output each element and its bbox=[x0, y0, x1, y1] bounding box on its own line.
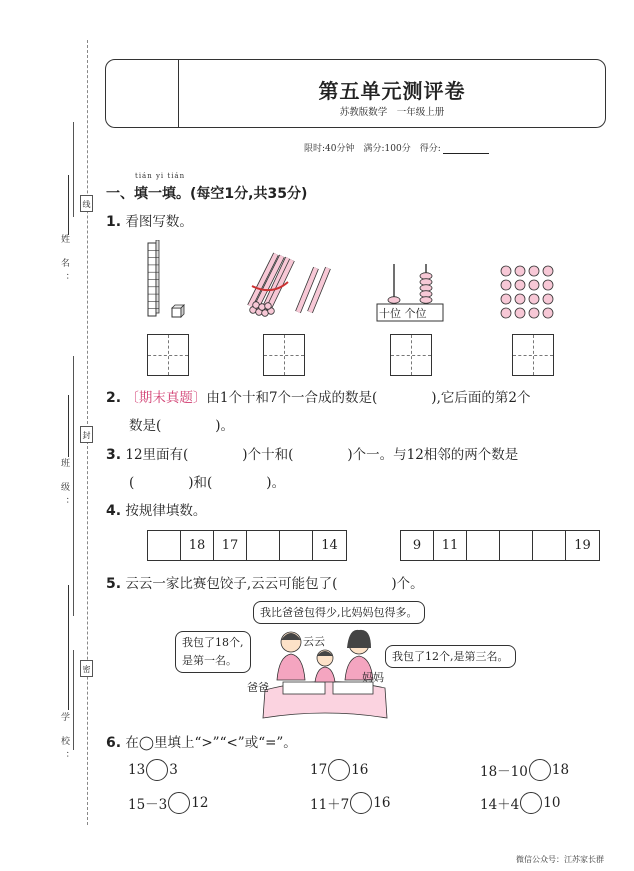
compare-left: 14＋4 bbox=[480, 797, 520, 813]
sequence-cell[interactable] bbox=[247, 531, 280, 560]
sequence-cell[interactable] bbox=[148, 531, 181, 560]
compare-item bbox=[310, 759, 368, 781]
question-4 bbox=[106, 499, 206, 519]
footer-wechat: 微信公众号：江苏家长群 bbox=[516, 855, 604, 864]
page-title: 第五单元测评卷 bbox=[318, 79, 466, 103]
unit-cube-icon bbox=[172, 305, 184, 317]
compare-right: 18 bbox=[551, 762, 570, 778]
question-text: 12里面有( )个十和( )个一。与12相邻的两个数是 bbox=[125, 447, 519, 463]
compare-left: 11＋7 bbox=[310, 797, 350, 813]
sequence-cell: 14 bbox=[321, 538, 338, 553]
sequence-cell: 17 bbox=[214, 531, 247, 560]
compare-circle[interactable] bbox=[529, 759, 551, 781]
dot-array-picture bbox=[498, 264, 564, 322]
question-text: 在◯里填上“>”“<”或“=”。 bbox=[125, 735, 297, 751]
question-3 bbox=[106, 443, 518, 463]
stick-bundle-picture bbox=[244, 252, 334, 322]
bind-mark: 封 bbox=[80, 426, 93, 443]
sequence-cell[interactable] bbox=[467, 531, 500, 560]
dad-figure-icon bbox=[277, 632, 305, 680]
limits-text: 限时:40分钟 满分:100分 得分: bbox=[304, 144, 441, 154]
compare-right: 10 bbox=[543, 795, 561, 811]
compare-item bbox=[310, 792, 390, 814]
question-text: 看图写数。 bbox=[125, 214, 193, 230]
question-5 bbox=[106, 572, 424, 592]
ten-rod-icon bbox=[148, 240, 159, 316]
answer-box[interactable] bbox=[512, 334, 554, 376]
table-icon bbox=[263, 681, 387, 718]
section-title: 一、填一填。(每空1分,共35分) bbox=[106, 186, 308, 202]
sequence-cell: 19 bbox=[574, 538, 591, 553]
bind-mark: 线 bbox=[80, 195, 93, 212]
compare-item bbox=[128, 759, 178, 781]
binding-line bbox=[73, 122, 74, 217]
compare-left: 17 bbox=[310, 762, 328, 778]
ten-rod-picture bbox=[140, 240, 190, 320]
compare-circle[interactable] bbox=[350, 792, 372, 814]
binding-line bbox=[73, 356, 74, 616]
compare-circle[interactable] bbox=[146, 759, 168, 781]
label-mom: 妈妈 bbox=[362, 671, 384, 684]
score-field[interactable] bbox=[443, 153, 489, 154]
exam-tag: 〔期末真题〕 bbox=[125, 390, 207, 406]
compare-circle[interactable] bbox=[168, 792, 190, 814]
bind-mark: 密 bbox=[80, 660, 93, 677]
compare-left: 18－10 bbox=[480, 764, 528, 780]
sequence-cell[interactable] bbox=[280, 531, 313, 560]
page-subtitle: 苏教版数学 一年级上册 bbox=[339, 107, 445, 118]
number-sequence-1 bbox=[147, 530, 347, 561]
sequence-cell[interactable] bbox=[533, 531, 566, 560]
question-number: 3. bbox=[106, 447, 122, 463]
speech-bubble-mom: 我包了12个,是第三名。 bbox=[385, 645, 516, 668]
compare-right: 16 bbox=[373, 795, 391, 811]
single-stick-icon bbox=[298, 268, 328, 312]
circle-dots-icon bbox=[501, 266, 553, 318]
speech-bubble-dad bbox=[175, 631, 251, 673]
label-dad: 爸爸 bbox=[247, 681, 269, 694]
sequence-cell: 9 bbox=[401, 531, 434, 560]
compare-circle[interactable] bbox=[520, 792, 542, 814]
abacus-labels: 十位 个位 bbox=[379, 307, 427, 320]
class-label: 班 级： bbox=[59, 458, 69, 512]
answer-box[interactable] bbox=[390, 334, 432, 376]
compare-right: 16 bbox=[351, 762, 369, 778]
sequence-cell[interactable] bbox=[500, 531, 533, 560]
name-underline[interactable] bbox=[68, 175, 69, 235]
speech-line: 是第一名。 bbox=[182, 654, 237, 667]
question-2 bbox=[106, 386, 530, 406]
compare-item bbox=[480, 792, 560, 814]
section-pinyin: tián yi tián bbox=[135, 172, 186, 180]
sequence-cell: 18 bbox=[181, 531, 214, 560]
compare-item bbox=[480, 759, 569, 781]
school-underline[interactable] bbox=[68, 585, 69, 710]
question-1 bbox=[106, 210, 193, 230]
question-3-continued: ( )和( )。 bbox=[129, 475, 286, 491]
limits-line bbox=[304, 141, 489, 154]
question-number: 5. bbox=[106, 576, 122, 592]
number-sequence-2 bbox=[400, 530, 600, 561]
compare-circle[interactable] bbox=[328, 759, 350, 781]
answer-box[interactable] bbox=[147, 334, 189, 376]
speech-line: 我包了18个, bbox=[182, 636, 244, 649]
question-text: 按规律填数。 bbox=[125, 503, 207, 519]
label-yunyun: 云云 bbox=[303, 635, 325, 648]
stick-bundle-icon bbox=[250, 254, 292, 316]
speech-bubble-yunyun: 我比爸爸包得少,比妈妈包得多。 bbox=[253, 601, 425, 624]
question-number: 2. bbox=[106, 390, 122, 406]
question-number: 4. bbox=[106, 503, 122, 519]
question-text: 云云一家比赛包饺子,云云可能包了( )个。 bbox=[125, 576, 424, 592]
answer-box[interactable] bbox=[263, 334, 305, 376]
compare-right: 3 bbox=[169, 762, 178, 778]
compare-item bbox=[128, 792, 208, 814]
question-2-continued: 数是( )。 bbox=[129, 418, 235, 434]
class-underline[interactable] bbox=[68, 395, 69, 457]
question-text: 由1个十和7个一合成的数是( ),它后面的第2个 bbox=[206, 390, 531, 406]
question-number: 6. bbox=[106, 735, 122, 751]
compare-right: 12 bbox=[191, 795, 209, 811]
compare-left: 13 bbox=[128, 762, 146, 778]
school-label: 学 校： bbox=[59, 712, 69, 766]
name-label: 姓 名： bbox=[59, 234, 69, 288]
sequence-cell: 11 bbox=[434, 531, 467, 560]
question-number: 1. bbox=[106, 214, 122, 230]
compare-left: 15－3 bbox=[128, 797, 168, 813]
question-6 bbox=[106, 731, 297, 751]
yunyun-figure-icon bbox=[315, 650, 335, 682]
binding-line bbox=[73, 650, 74, 750]
